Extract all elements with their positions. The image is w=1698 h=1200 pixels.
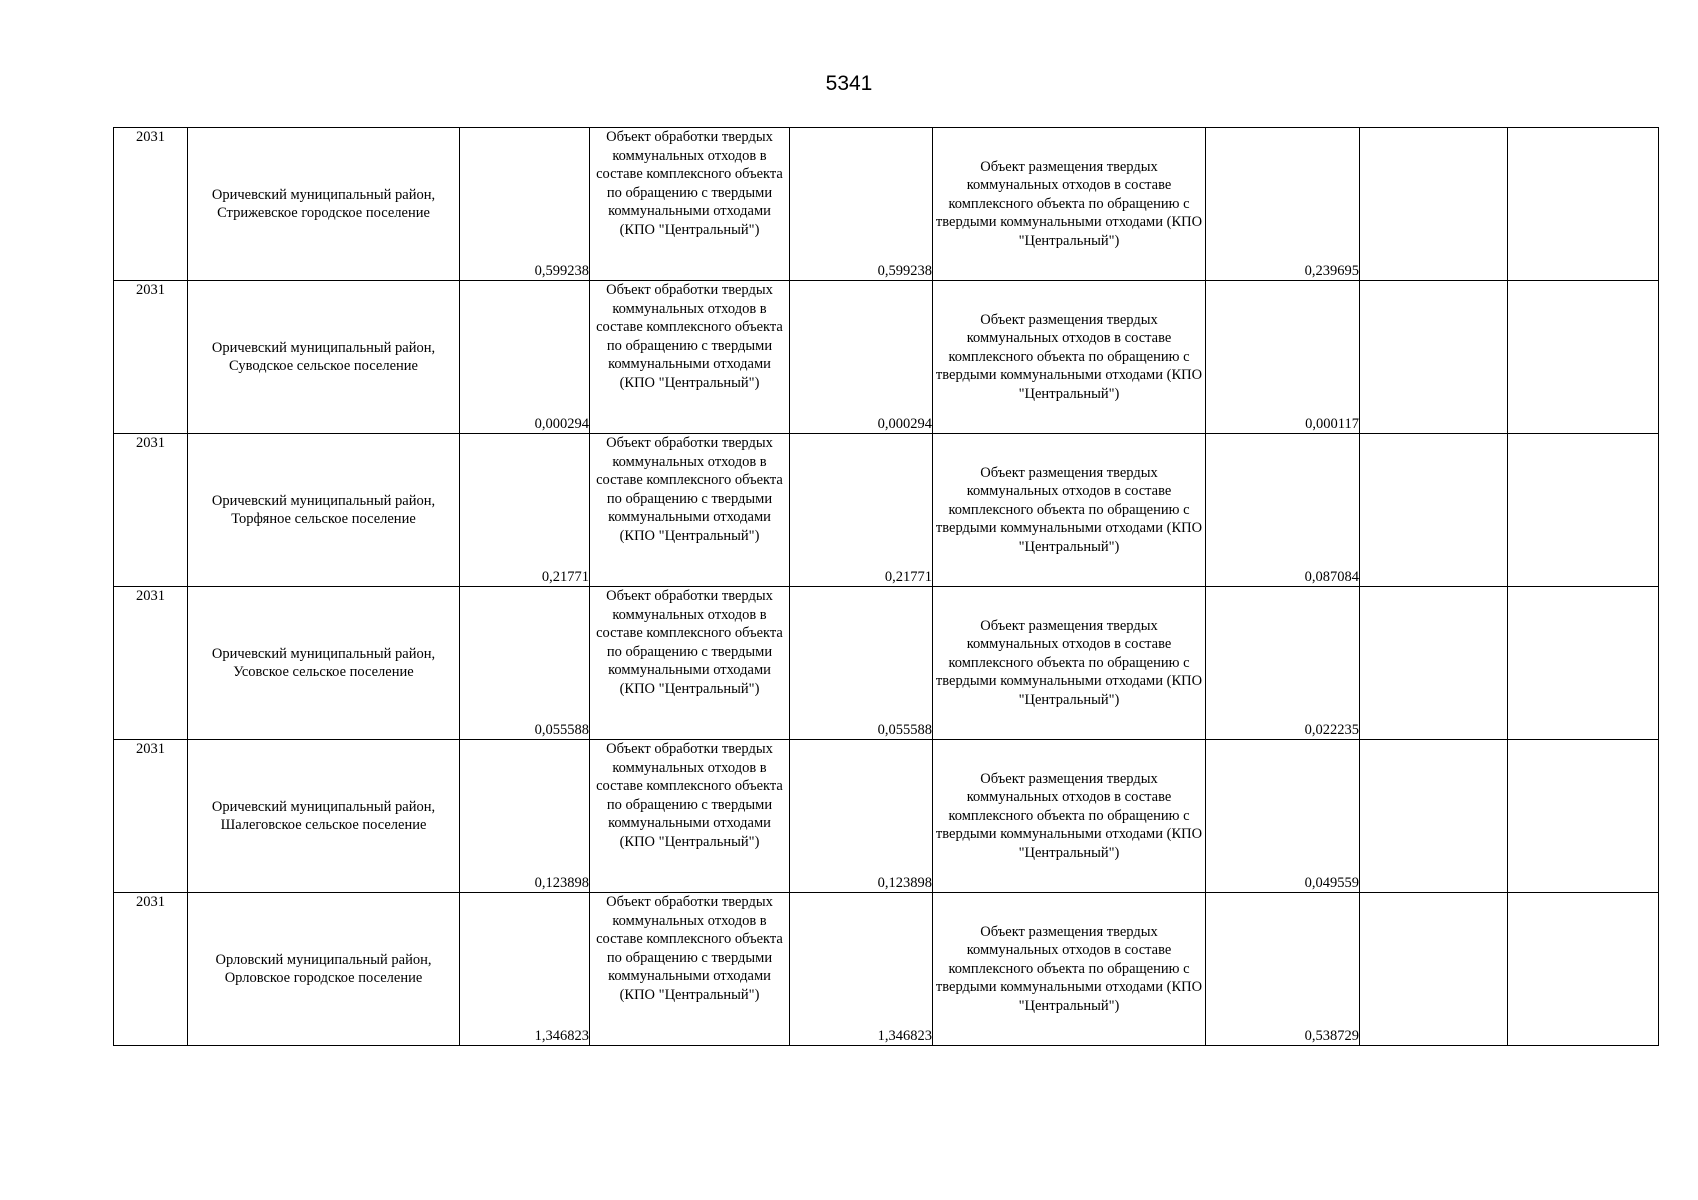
- year-cell: 2031: [114, 893, 188, 1046]
- placement-object-cell: Объект размещения твердых коммунальных отходов в составе комплексного объекта по обращению с твердыми коммунальными отходами (КПО "Центральный"): [933, 281, 1206, 434]
- year-cell: 2031: [114, 740, 188, 893]
- mass-cell-2: 0,123898: [790, 740, 933, 893]
- mass-cell-1: 0,21771: [460, 434, 590, 587]
- table-row: [114, 893, 1659, 1046]
- waste-flow-table: [113, 127, 1659, 1046]
- table-row: [114, 740, 1659, 893]
- placement-object-cell: Объект размещения твердых коммунальных отходов в составе комплексного объекта по обращению с твердыми коммунальными отходами (КПО "Центральный"): [933, 128, 1206, 281]
- mass-cell-3: 0,538729: [1206, 893, 1360, 1046]
- empty-cell: [1508, 128, 1659, 281]
- table-row: [114, 281, 1659, 434]
- municipality-cell: Оричевский муниципальный район, Усовское сельское поселение: [188, 587, 460, 740]
- mass-cell-1: 0,000294: [460, 281, 590, 434]
- mass-cell-3: 0,087084: [1206, 434, 1360, 587]
- table-row: [114, 128, 1659, 281]
- table-row: [114, 587, 1659, 740]
- mass-cell-2: 0,21771: [790, 434, 933, 587]
- mass-cell-1: 0,123898: [460, 740, 590, 893]
- placement-object-cell: Объект размещения твердых коммунальных отходов в составе комплексного объекта по обращению с твердыми коммунальными отходами (КПО "Центральный"): [933, 893, 1206, 1046]
- mass-cell-2: 1,346823: [790, 893, 933, 1046]
- processing-object-cell: Объект обработки твердых коммунальных отходов в составе комплексного объекта по обращению с твердыми коммунальными отходами (КПО "Центральный"): [590, 587, 790, 740]
- table-row: [114, 434, 1659, 587]
- processing-object-cell: Объект обработки твердых коммунальных отходов в составе комплексного объекта по обращению с твердыми коммунальными отходами (КПО "Центральный"): [590, 128, 790, 281]
- municipality-cell: Оричевский муниципальный район, Стрижевское городское поселение: [188, 128, 460, 281]
- empty-cell: [1360, 434, 1508, 587]
- processing-object-cell: Объект обработки твердых коммунальных отходов в составе комплексного объекта по обращению с твердыми коммунальными отходами (КПО "Центральный"): [590, 434, 790, 587]
- empty-cell: [1360, 128, 1508, 281]
- mass-cell-2: 0,000294: [790, 281, 933, 434]
- empty-cell: [1360, 281, 1508, 434]
- empty-cell: [1508, 587, 1659, 740]
- empty-cell: [1508, 434, 1659, 587]
- placement-object-cell: Объект размещения твердых коммунальных отходов в составе комплексного объекта по обращению с твердыми коммунальными отходами (КПО "Центральный"): [933, 434, 1206, 587]
- page-number: 5341: [825, 72, 873, 95]
- mass-cell-3: 0,000117: [1206, 281, 1360, 434]
- placement-object-cell: Объект размещения твердых коммунальных отходов в составе комплексного объекта по обращению с твердыми коммунальными отходами (КПО "Центральный"): [933, 740, 1206, 893]
- municipality-cell: Орловский муниципальный район, Орловское городское поселение: [188, 893, 460, 1046]
- year-cell: 2031: [114, 434, 188, 587]
- year-cell: 2031: [114, 281, 188, 434]
- empty-cell: [1508, 893, 1659, 1046]
- municipality-cell: Оричевский муниципальный район, Торфяное сельское поселение: [188, 434, 460, 587]
- empty-cell: [1360, 587, 1508, 740]
- year-cell: 2031: [114, 587, 188, 740]
- mass-cell-2: 0,055588: [790, 587, 933, 740]
- placement-object-cell: Объект размещения твердых коммунальных отходов в составе комплексного объекта по обращению с твердыми коммунальными отходами (КПО "Центральный"): [933, 587, 1206, 740]
- mass-cell-3: 0,049559: [1206, 740, 1360, 893]
- mass-cell-3: 0,239695: [1206, 128, 1360, 281]
- municipality-cell: Оричевский муниципальный район, Шалеговское сельское поселение: [188, 740, 460, 893]
- mass-cell-1: 0,599238: [460, 128, 590, 281]
- mass-cell-1: 1,346823: [460, 893, 590, 1046]
- mass-cell-1: 0,055588: [460, 587, 590, 740]
- municipality-cell: Оричевский муниципальный район, Суводское сельское поселение: [188, 281, 460, 434]
- year-cell: 2031: [114, 128, 188, 281]
- empty-cell: [1360, 893, 1508, 1046]
- processing-object-cell: Объект обработки твердых коммунальных отходов в составе комплексного объекта по обращению с твердыми коммунальными отходами (КПО "Центральный"): [590, 893, 790, 1046]
- processing-object-cell: Объект обработки твердых коммунальных отходов в составе комплексного объекта по обращению с твердыми коммунальными отходами (КПО "Центральный"): [590, 281, 790, 434]
- processing-object-cell: Объект обработки твердых коммунальных отходов в составе комплексного объекта по обращению с твердыми коммунальными отходами (КПО "Центральный"): [590, 740, 790, 893]
- empty-cell: [1508, 740, 1659, 893]
- mass-cell-3: 0,022235: [1206, 587, 1360, 740]
- empty-cell: [1360, 740, 1508, 893]
- empty-cell: [1508, 281, 1659, 434]
- mass-cell-2: 0,599238: [790, 128, 933, 281]
